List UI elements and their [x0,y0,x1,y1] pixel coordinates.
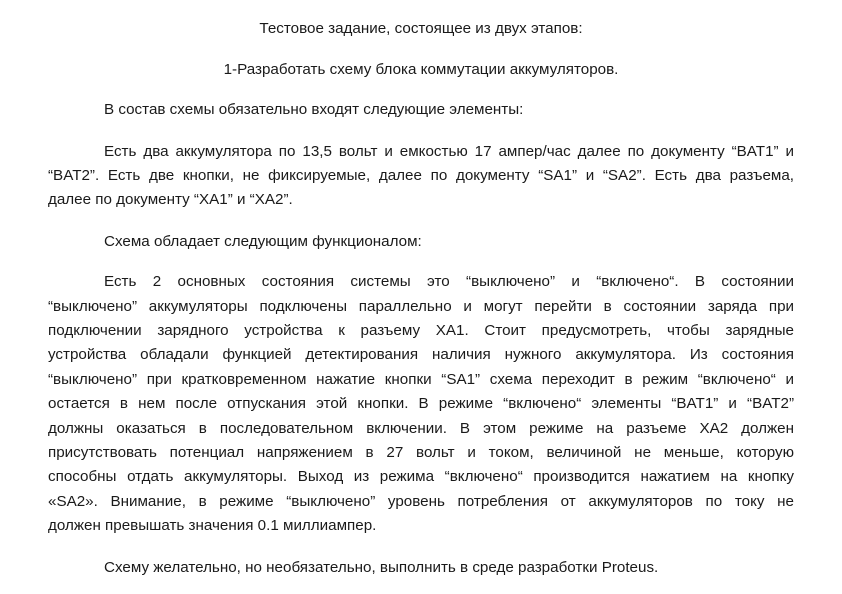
paragraph-line: «SA2». Внимание, в режиме “выключено” уровень потребления от аккумуляторов по току не [48,493,794,510]
elements-intro: В состав схемы обязательно входят следующие элементы: [104,101,524,118]
paragraph-line: должен превышать значения 0.1 миллиампер. [48,517,377,534]
paragraph-line: “BAT2”. Есть две кнопки, не фиксируемые, далее по документу “SA1” и “SA2”. Есть два разъема, [48,167,794,184]
paragraph-line: Есть 2 основных состояния системы это “выключено” и “включено“. В состоянии [104,273,794,290]
paragraph-line: “выключено” аккумуляторы подключены параллельно и могут перейти в состоянии заряда при [48,298,794,315]
paragraph-line: устройства обладали функцией детектирования наличия нужного аккумулятора. Из состояния [48,346,794,363]
paragraph-line: должны оказаться в последовательном включении. В этом режиме на разъеме XA2 должен [48,420,794,437]
paragraph-line: способны отдать аккумуляторы. Выход из режима “включено“ производится нажатием на кнопку [48,468,794,485]
paragraph-line: далее по документу “XA1” и “XA2”. [48,191,293,208]
document-title: Тестовое задание, состоящее из двух этапов: [259,20,583,37]
paragraph-line: Есть два аккумулятора по 13,5 вольт и емкостью 17 ампер/час далее по документу “BAT1” и [104,143,794,160]
stage-one-heading: 1-Разработать схему блока коммутации аккумуляторов. [223,61,619,78]
paragraph-line: остается в нем после отпускания этой кнопки. В режиме “включено“ элементы “BAT1” и “BAT2” [48,395,794,412]
paragraph-line: подключении зарядного устройства к разъему XA1. Стоит предусмотреть, чтобы зарядные [48,322,794,339]
paragraph-line: присутствовать потенциал напряжением в 27 вольт и током, величиной не меньше, которую [48,444,794,461]
functionality-heading: Схема обладает следующим функционалом: [104,233,422,250]
paragraph-line: “выключено” при кратковременном нажатие кнопки “SA1” схема переходит в режим “включено“ и [48,371,794,388]
closing-note: Схему желательно, но необязательно, выполнить в среде разработки Proteus. [104,559,659,576]
